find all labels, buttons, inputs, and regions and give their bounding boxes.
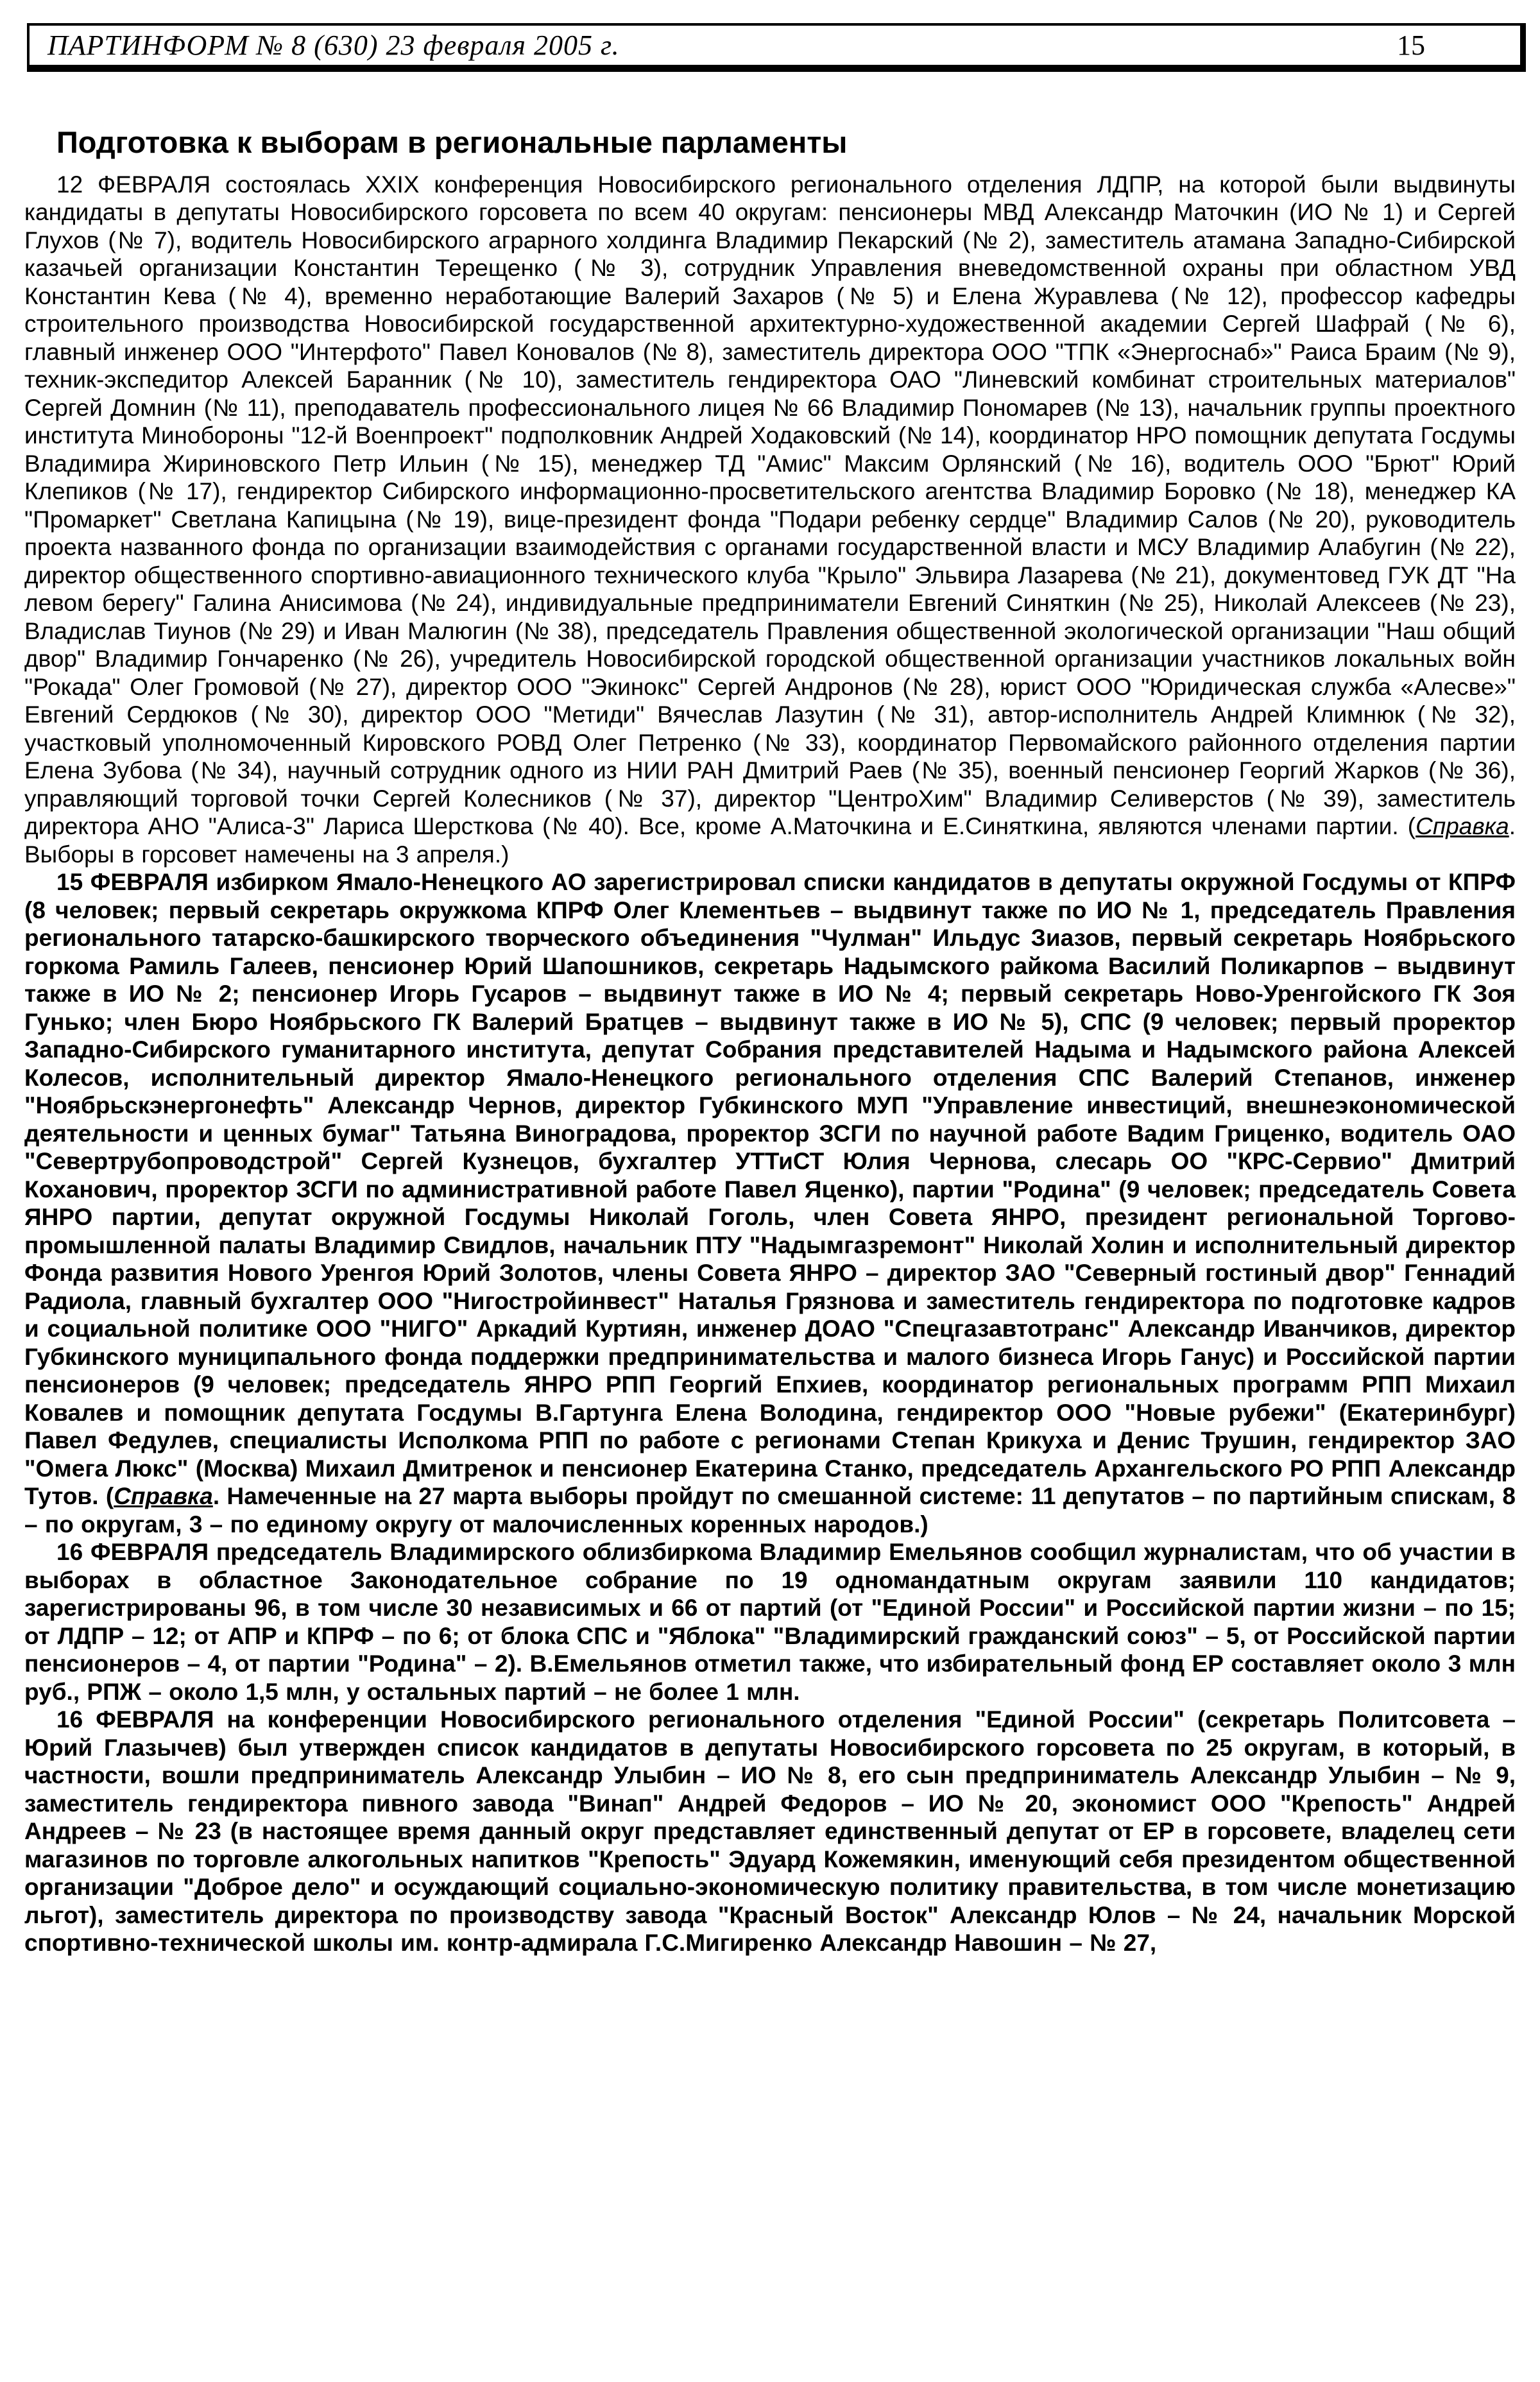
paragraph-text: . Намеченные на 27 марта выборы пройдут по смешанной системе: 11 депутатов – по партийным спискам, 8 – по округам, 3 – по единому округу от малочисленных коренных народов.): [24, 1483, 1516, 1538]
paragraph-text: . Выборы в горсовет намечены на 3 апреля.): [24, 813, 1516, 868]
article-paragraph: [24, 171, 1516, 869]
article-paragraph: [24, 868, 1516, 1538]
article-paragraph: [24, 1706, 1516, 1957]
paragraph-text: 12 ФЕВРАЛЯ состоялась XXIX конференция Новосибирского регионального отделения ЛДПР, на которой были выдвинуты кандидаты в депутаты Новосибирского горсовета по всем 40 округам: пенсионеры МВД Александр Маточкин (ИО № 1) и Сергей Глухов (№ 7), водитель Новосибирского аграрного холдинга Владимир Пекарский (№ 2), заместитель атамана Западно-Сибирской казачьей организации Константин Терещенко (№ 3), сотрудник Управления вневедомственной охраны при областном УВД Константин Кева (№ 4), временно неработающие Валерий Захаров (№ 5) и Елена Журавлева (№ 12), профессор кафедры строительного производства Новосибирской государственной архитектурно-художественной академии Сергей Шафрай (№ 6), главный инженер ООО "Интерфото" Павел Коновалов (№ 8), заместитель директора ООО "ТПК «Энергоснаб»" Раиса Браим (№ 9), техник-экспедитор Алексей Баранник (№ 10), заместитель гендиректора ОАО "Линевский комбинат строительных материалов" Сергей Домнин (№ 11), преподаватель профессионального лицея № 66 Владимир Пономарев (№ 13), начальник группы проектного института Минобороны "12-й Военпроект" подполковник Андрей Ходаковский (№ 14), координатор НРО помощник депутата Госдумы Владимира Жириновского Петр Ильин (№ 15), менеджер ТД "Амис" Максим Орлянский (№ 16), водитель ООО "Брют" Юрий Клепиков (№ 17), гендиректор Сибирского информационно-просветительского агентства Владимир Боровко (№ 18), менеджер КА "Промаркет" Светлана Капицына (№ 19), вице-президент фонда "Подари ребенку сердце" Владимир Салов (№ 20), руководитель проекта названного фонда по организации взаимодействия с органами государственной власти и МСУ Владимир Алабугин (№ 22), директор общественного спортивно-авиационного технического клуба "Крыло" Эльвира Лазарева (№ 21), документовед ГУК ДТ "На левом берегу" Галина Анисимова (№ 24), индивидуальные предприниматели Евгений Синяткин (№ 25), Николай Алексеев (№ 23), Владислав Тиунов (№ 29) и Иван Малюгин (№ 38), председатель Правления общественной экологической организации "Наш общий двор" Владимир Гончаренко (№ 26), учредитель Новосибирской городской общественной организации участников локальных войн "Рокада" Олег Громовой (№ 27), директор ООО "Экинокс" Сергей Андронов (№ 28), юрист ООО "Юридическая служба «Алесве»" Евгений Сердюков (№ 30), директор ООО "Метиди" Вячеслав Лазутин (№ 31), автор-исполнитель Андрей Климнюк (№ 32), участковый уполномоченный Кировского РОВД Олег Петренко (№ 33), координатор Первомайского районного отделения партии Елена Зубова (№ 34), научный сотрудник одного из НИИ РАН Дмитрий Раев (№ 35), военный пенсионер Георгий Жарков (№ 36), управляющий торговой точки Сергей Колесников (№ 37), директор "ЦентроХим" Владимир Селиверстов (№ 39), заместитель директора АНО "Алиса-3" Лариса Шерсткова (№ 40). Все, кроме А.Маточкина и Е.Синяткина, являются членами партии. (: [24, 171, 1516, 840]
article: [24, 126, 1516, 1957]
page-number: 15: [1397, 30, 1425, 61]
paragraph-text: 16 ФЕВРАЛЯ на конференции Новосибирского регионального отделения "Единой России" (секретарь Политсовета – Юрий Глазычев) был утвержден список кандидатов в депутаты Новосибирского горсовета по 25 округам, в который, в частности, вошли предприниматель Александр Улыбин – ИО № 8, его сын предприниматель Александр Улыбин – № 9, заместитель гендиректора пивного завода "Винап" Андрей Федоров – ИО № 20, экономист ООО "Крепость" Андрей Андреев – № 23 (в настоящее время данный округ представляет единственный депутат от ЕР в горсовете, владелец сети магазинов по торговле алкогольных напитков "Крепость" Эдуард Кожемякин, именующий себя президентом общественной организации "Доброе дело" и осуждающий социально-экономическую политику правительства, в том числе монетизацию льгот), заместитель директора по производству завода "Красный Восток" Александр Юлов – № 24, начальник Морской спортивно-технической школы им. контр-адмирала Г.С.Мигиренко Александр Навошин – № 27,: [24, 1706, 1516, 1957]
article-paragraph: [24, 1538, 1516, 1706]
paragraph-text: 16 ФЕВРАЛЯ председатель Владимирского облизбиркома Владимир Емельянов сообщил журналистам, что об участии в выборах в областное Законодательное собрание по 19 одномандатным округам заявили 110 кандидатов; зарегистрированы 96, в том числе 30 независимых и 66 от партий (от "Единой России" и Российской партии жизни – по 15; от ЛДПР – 12; от АПР и КПРФ – по 6; от блока СПС и "Яблока" "Владимирский гражданский союз" – 5, от Российской партии пенсионеров – 4, от партии "Родина" – 2). В.Емельянов отметил также, что избирательный фонд ЕР составляет около 3 млн руб., РПЖ – около 1,5 млн, у остальных партий – не более 1 млн.: [24, 1539, 1516, 1705]
page-header: [27, 23, 1526, 72]
issue-title: ПАРТИНФОРМ № 8 (630) 23 февраля 2005 г.: [47, 30, 620, 61]
article-title: Подготовка к выборам в региональные парламенты: [56, 125, 848, 159]
spravka-link[interactable]: Справка: [114, 1483, 213, 1510]
article-body: [24, 171, 1516, 1957]
spravka-link[interactable]: Справка: [1416, 813, 1509, 840]
paragraph-text: 15 ФЕВРАЛЯ избирком Ямало-Ненецкого АО зарегистрировал списки кандидатов в депутаты окружной Госдумы от КПРФ (8 человек; первый секретарь окружкома КПРФ Олег Клементьев – выдвинут также по ИО № 1, председатель Правления регионального татарско-башкирского творческого объединения "Чулман" Ильдус Зиазов, первый секретарь Ноябрьского горкома Рамиль Галеев, пенсионер Юрий Шапошников, секретарь Надымского райкома Василий Поликарпов – выдвинут также в ИО № 2; пенсионер Игорь Гусаров – выдвинут также в ИО № 4; первый секретарь Ново-Уренгойского ГК Зоя Гунько; член Бюро Ноябрьского ГК Валерий Братцев – выдвинут также в ИО № 5), СПС (9 человек; первый проректор Западно-Сибирского гуманитарного института, депутат Собрания представителей Надыма и Надымского района Алексей Колесов, исполнительный директор Ямало-Ненецкого регионального отделения СПС Валерий Степанов, инженер "Ноябрьскэнергонефть" Александр Чернов, директор Губкинского МУП "Управление инвестиций, внешнеэкономической деятельности и ценных бумаг" Татьяна Виноградова, проректор ЗСГИ по научной работе Вадим Гриценко, водитель ОАО "Севертрубопроводстрой" Сергей Кузнецов, бухгалтер УТТиСТ Юлия Чернова, слесарь ОО "КРС-Сервио" Дмитрий Коханович, проректор ЗСГИ по административной работе Павел Яценко), партии "Родина" (9 человек; председатель Совета ЯНРО партии, депутат окружной Госдумы Николай Гоголь, член Совета ЯНРО, президент региональной Торгово-промышленной палаты Владимир Свидлов, начальник ПТУ "Надымгазремонт" Николай Холин и исполнительный директор Фонда развития Нового Уренгоя Юрий Золотов, члены Совета ЯНРО – директор ЗАО "Северный гостиный двор" Геннадий Радиола, главный бухгалтер ООО "Нигостройинвест" Наталья Грязнова и заместитель гендиректора по подготовке кадров и социальной политике ООО "НИГО" Аркадий Куртиян, инженер ДОАО "Спецгазавтотранс" Александр Иванчиков, директор Губкинского муниципального фонда поддержки предпринимательства и малого бизнеса Игорь Ганус) и Российской партии пенсионеров (9 человек; председатель ЯНРО РПП Георгий Епхиев, координатор региональных программ РПП Михаил Ковалев и помощник депутата Госдумы В.Гартунга Елена Володина, гендиректор ООО "Новые рубежи" (Екатеринбург) Павел Федулев, специалисты Исполкома РПП по работе с регионами Степан Крикуха и Денис Трушин, гендиректор ЗАО "Омега Люкс" (Москва) Михаил Дмитренок и пенсионер Екатерина Станко, председатель Архангельского РО РПП Александр Тутов. (: [24, 869, 1516, 1510]
